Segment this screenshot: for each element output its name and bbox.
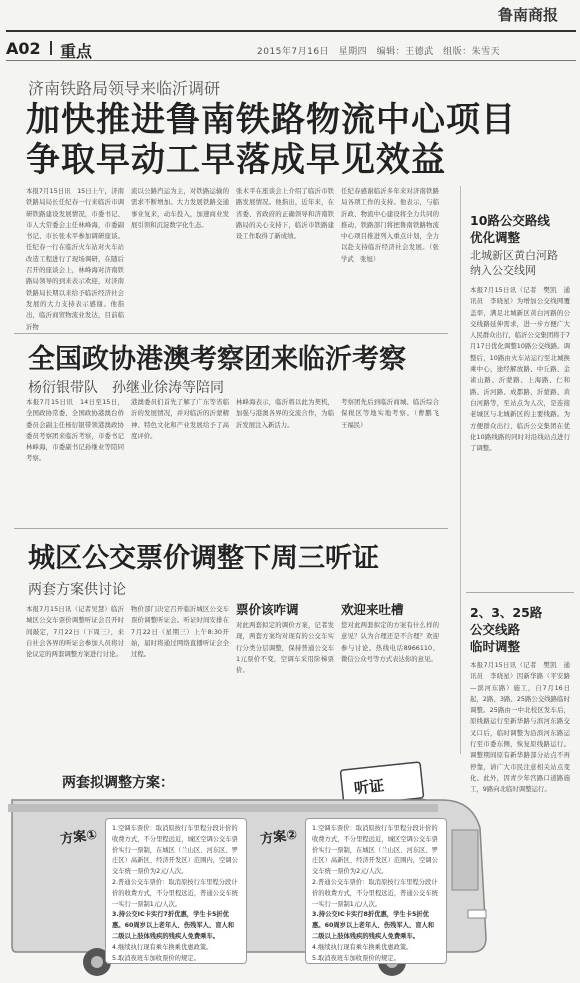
plan1-item: 2.普通公交车票价：取消原按行车里程分段计价的收费方式，不分里程远近，普通公交车统一实行一票制1元/人次。 [112, 878, 238, 908]
story3-headline: 城区公交票价调整下周三听证 [28, 543, 379, 574]
plan2-item: 4.继续执行现有乘车换乘优惠政策。 [312, 943, 413, 951]
story2-column-1: 本报7月15日讯 14日至15日，全国政协常委、全国政协港澳台侨委员会副主任杨衍银带领港澳政协委员考察团来临沂考察，市委书记林峰海，市委副书记孙继业等陪同考察。 [26, 398, 124, 463]
story1-headline-line1: 加快推进鲁南铁路物流中心项目 [26, 100, 516, 140]
story1-column-4: 任纪春感谢临沂多年来对济南铁路局各项工作的支持。他表示，与临沂政、物流中心建设将全力共同的推动，铁路部门将把鲁南铁路物流中心项目推进列入重点计划，全力以赴支持临沂经济社会发展。（张学武 张旭） [341, 187, 439, 263]
story2-column-4: 考察团先后到临沂商城、临沂综合保税区等地实地考察。（曹鹏飞 王福民） [341, 398, 446, 429]
sidebar-divider [466, 592, 574, 593]
graphic-title: 两套拟调整方案： [62, 775, 174, 791]
plan1-item: 1.空调车票价：取消原按行车里程分段计价的收费方式，不分里程远近，城区空调公交车票价实行一票制，在城区（兰山区、河东区、罗庄区）高新区、经济开发区）范围内，空调公交车统一票价为2元/人次。 [112, 825, 238, 876]
sidebar2-title-line2: 公交线路 [470, 622, 521, 637]
story3-box2-text: 您对此两套拟定的方案有什么样的意见？认为合理还是不合理？欢迎参与讨论。热线电话8966110、微信公众号等方式表达你的意见。 [341, 621, 439, 663]
header-underline [6, 60, 576, 61]
story-divider [14, 333, 448, 334]
plan2-item: 1.空调车票价：取消原按行车里程分段计价的收费方式，不分里程远近，城区空调公交车票价实行一票制，在城区（兰山区、河东区、罗庄区）高新区、经济开发区）范围内，空调公交车统一票价为2元/人次。 [312, 825, 438, 876]
story1-kicker: 济南铁路局领导来临沂调研 [28, 79, 221, 98]
story1-column-2: 流以公路汽运为主，对铁路运输的需求不断增加。大力发展铁路交通事业复来，动车投入，加速商业发展引领和沉淀数字化生态。 [131, 187, 229, 229]
story3-box1-text: 对此两套拟定的调价方案，记者发现，两套方案均对现有的公交车实行分类分层调整，保持普通公交车1元票价不变，空调车采用阶梯票价。 [236, 621, 334, 675]
plan1-tag: 方案① [59, 827, 99, 848]
plan1-item: 5.取消夜班车加收票价的规定。 [112, 954, 200, 962]
sidebar1-sub-line1: 北城新区黄白河路 [470, 249, 558, 262]
header-divider [50, 41, 52, 55]
story3-column-1: 本报7月15日讯（记者吴慧）临沂城区公交车票价调整听证会召开时间敲定，7月22日（下周三），来自社会各界的听证会参加人员将讨论议定的两套调整方案进行讨论。 [26, 605, 124, 659]
sidebar1-title-line1: 10路公交路线 [470, 213, 550, 228]
story3-box1-title: 票价该咋调 [236, 602, 299, 617]
sidebar2-title-line3: 临时调整 [470, 639, 521, 654]
story1-column-1: 本报7月15日讯 15日上午，济南铁路局局长任纪春一行来临沂市调研铁路建设发展情况，市委书记、市人大常委会主任林峰海，市委副书记、市长张术平参加调研座谈。任纪春一行在临沂火车站对火车站改造工程进行了现场调研，在随后召开的座谈会上，林峰海对济南铁路局领导的到来表示欢迎，对济南铁路局长期以来给予临沂经济社会发展的大力支持表示感谢。他指出，临沂商贸物流业发达，目前临沂物 [26, 187, 124, 331]
plan1-box [105, 818, 247, 964]
sidebar2-title-line1: 2、3、25路 [470, 605, 543, 620]
dateline: 2015年7月16日 星期四 编辑：王德武 组版：朱雪天 [257, 47, 501, 57]
story3-box2-title: 欢迎来吐槽 [341, 602, 404, 617]
story1-headline-line2: 争取早动工早落成早见效益 [26, 140, 446, 180]
masthead: 鲁南商报 [498, 6, 559, 24]
sidebar1-title-line2: 优化调整 [470, 230, 521, 245]
plan1-item: 4.继续执行现有乘车换乘优惠政策。 [112, 943, 213, 951]
sidebar-rule [460, 186, 461, 754]
story2-headline: 全国政协港澳考察团来临沂考察 [28, 344, 406, 375]
plan2-item: 5.取消夜班车加收票价的规定。 [312, 954, 400, 962]
story1-column-3: 张术平在座谈会上介绍了临沂市铁路发展情况。他指出，近年来，在省委、省政府的正确领导和济南铁路局的关心支持下，临沂市铁路建设工作取得了新成绩。 [236, 187, 334, 241]
hearing-stamp: 听证 [353, 776, 385, 798]
sidebar1-body: 本报7月15日讯（记者 樊凯 通讯员 李晓星）为增加公交线网覆盖率，满足北城新区黄白河路的公交线路延伸需求，进一步方便广大人民群众出行，临沂公交集团将于7月17日优化调整10路公交线路。调整后，10路由火车站运行至北城换乘中心，途经解放路、中丘路、金雀山路、沂蒙路、上海路、仁和路、沂河路、成都路、沂蒙路、黄白河路等，至站点为人次，是连接老城区与北城新区的主要线路。为方便群众出行，临沂公交集团在优化10路线路的同时对沿线站点进行了调整。 [470, 286, 570, 453]
sidebar1-sub-line2: 纳入公交线网 [470, 264, 536, 277]
plan2-tag: 方案② [259, 827, 299, 848]
page-number: A02 [6, 39, 41, 58]
story2-column-3: 林峰海表示，临沂将以此为契机，加强与港澳各界的交流合作，为临沂发展注入新活力。 [236, 398, 334, 429]
plan2-item: 3.持公交IC卡实行8折优惠，学生卡5折优惠。60周岁以上老年人、伤残军人、盲人和二级以上肢体残疾的残疾人免费乘车。 [312, 911, 435, 940]
story2-column-2: 港澳委员们首先了解了广东等省临沂的发展情况，并对临沂的沂蒙精神、特色文化和产业发展给予了高度评价。 [131, 398, 229, 440]
section-name: 重点 [60, 42, 93, 61]
story3-subhead: 两套方案供讨论 [28, 582, 126, 598]
story-divider [14, 528, 448, 529]
column-rule [232, 604, 233, 744]
plan2-box [305, 818, 447, 964]
plan1-item: 3.持公交IC卡实行7折优惠，学生卡5折优惠。60周岁以上老年人、伤残军人、盲人和二级以上肢体残疾的残疾人免费乘车。 [112, 911, 235, 940]
header-rule [6, 30, 576, 32]
story2-subhead: 杨衍银带队 孙继业徐涛等陪同 [28, 380, 224, 396]
sidebar2-body: 本报7月15日讯（记者 樊凯 通讯员 李晓星）因新华路（平安路—滨河东路）施工，自7月16日起，2路、3路、25路公交线路临时调整。25路由一中北校区发车后，原线路运行至新华路与滨河东路交叉口后，临时调整为沿滨河东路运行至市委东侧，恢复原线路运行。调整期间原有新华路部分站点不再停靠，请广大市民注意相关站点变化。此外，因青少年宫路口道路施工，9路向北临时调整运行。 [470, 661, 570, 794]
plan2-item: 2.普通公交车票价：取消原按行车里程分段计价的收费方式，不分里程远近，普通公交车统一实行一票制1元/人次。 [312, 878, 438, 908]
story3-column-2: 物价部门决定召开临沂城区公交车票价调整听证会。听证时间安排在7月22日（星期三）上午8:30开始，届时将通过网络直播听证会全过程。 [131, 605, 229, 659]
